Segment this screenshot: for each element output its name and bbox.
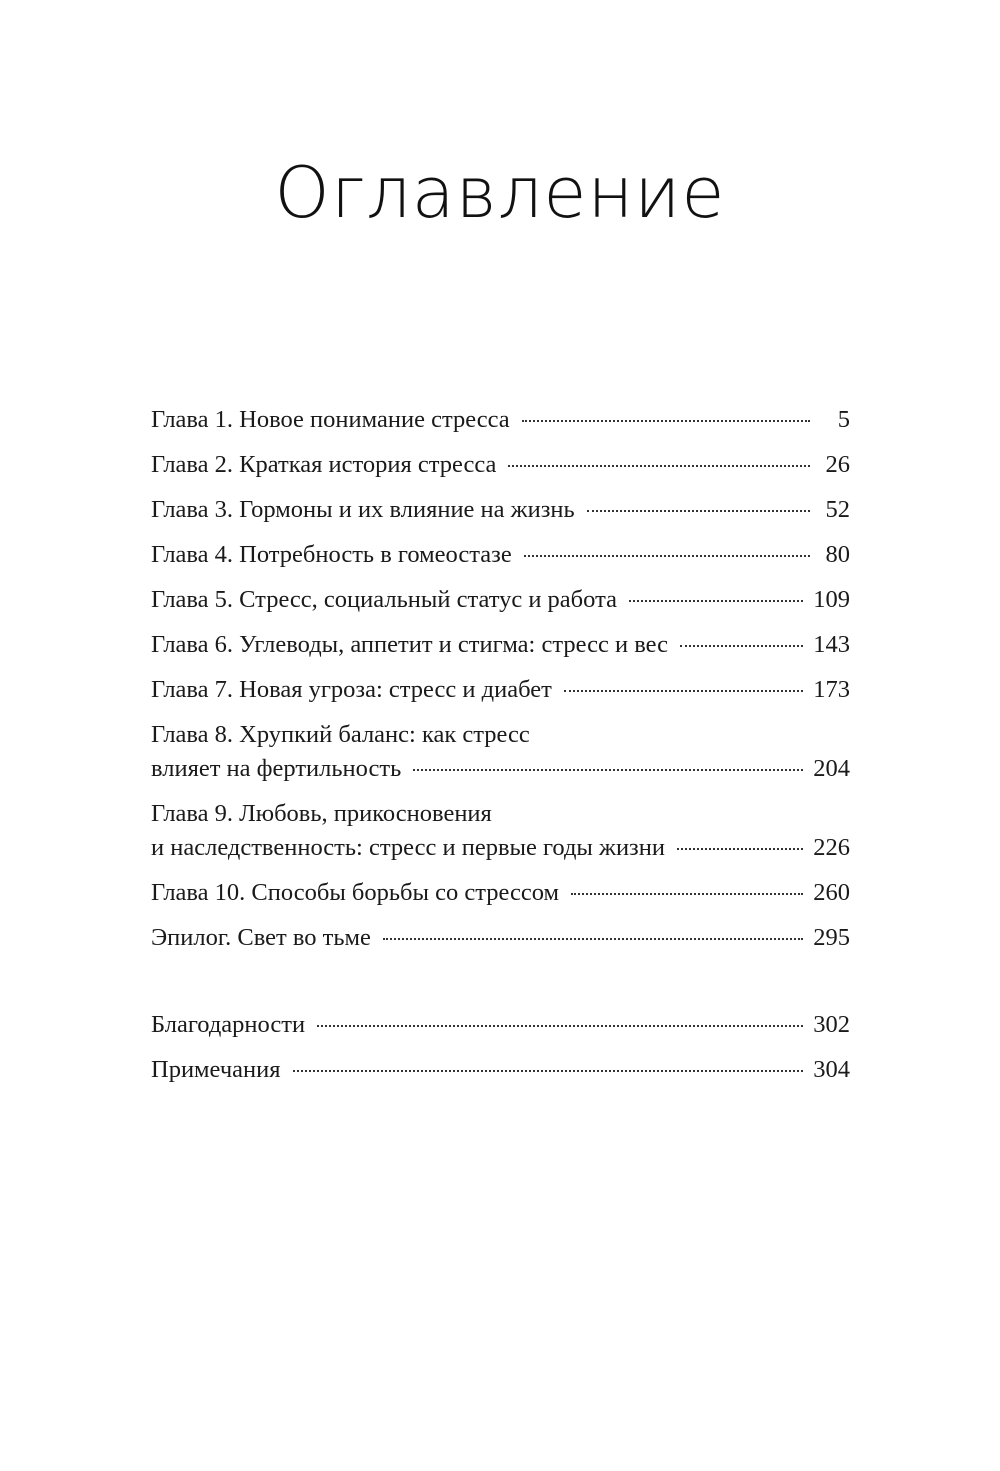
toc-entry-chapter-2[interactable] [151, 450, 850, 480]
toc-entry-notes[interactable] [151, 1055, 850, 1085]
toc-entry-title-line-2: влияет на фертильность [151, 755, 402, 782]
toc-entry-title: Благодарности [151, 1011, 306, 1038]
toc-page-number: 295 [813, 924, 850, 951]
dot-leader [293, 1070, 804, 1072]
toc-entry-title: Примечания [151, 1056, 281, 1083]
toc-entry-title: Глава 6. Углеводы, аппетит и стигма: стресс и вес [151, 631, 668, 658]
toc-entry-chapter-9[interactable] [151, 799, 850, 863]
dot-leader [317, 1025, 803, 1027]
toc-entry-chapter-6[interactable] [151, 630, 850, 660]
toc-page-number: 5 [837, 406, 850, 433]
dot-leader [587, 510, 810, 512]
toc-page-number: 226 [813, 834, 850, 861]
toc-entry-title: Глава 5. Стресс, социальный статус и работа [151, 586, 617, 613]
dot-leader [571, 893, 803, 895]
dot-leader [680, 645, 803, 647]
toc-entry-chapter-4[interactable] [151, 540, 850, 570]
toc-entry-title-line-2: и наследственность: стресс и первые годы жизни [151, 834, 665, 861]
dot-leader [413, 769, 803, 771]
toc-entry-chapter-5[interactable] [151, 585, 850, 615]
dot-leader [522, 420, 810, 422]
dot-leader [383, 938, 803, 940]
toc-chapters [151, 405, 850, 968]
toc-page-number: 304 [813, 1056, 850, 1083]
toc-entry-title: Глава 4. Потребность в гомеостазе [151, 541, 512, 568]
toc-entry-chapter-7[interactable] [151, 675, 850, 705]
toc-entry-epilogue[interactable] [151, 923, 850, 953]
toc-page-number: 302 [813, 1011, 850, 1038]
toc-entry-title: Глава 3. Гормоны и их влияние на жизнь [151, 496, 575, 523]
toc-entry-title-line-1: Глава 8. Хрупкий баланс: как стресс [151, 721, 530, 748]
toc-entry-title: Глава 7. Новая угроза: стресс и диабет [151, 676, 552, 703]
dot-leader [524, 555, 810, 557]
toc-page-number: 173 [813, 676, 850, 703]
dot-leader [564, 690, 803, 692]
toc-page-number: 204 [813, 755, 850, 782]
toc-entry-title: Глава 2. Краткая история стресса [151, 451, 497, 478]
toc-page-number: 260 [813, 879, 850, 906]
toc-entry-title: Глава 1. Новое понимание стресса [151, 406, 510, 433]
toc-page-number: 80 [825, 541, 850, 568]
toc-page-number: 52 [825, 496, 850, 523]
dot-leader [677, 848, 803, 850]
toc-entry-title-line-1: Глава 9. Любовь, прикосновения [151, 800, 492, 827]
toc-page-number: 143 [813, 631, 850, 658]
toc-entry-acknowledgements[interactable] [151, 1010, 850, 1040]
toc-back-matter [151, 1010, 850, 1100]
toc-page-number: 26 [825, 451, 850, 478]
toc-entry-chapter-10[interactable] [151, 878, 850, 908]
toc-entry-chapter-3[interactable] [151, 495, 850, 525]
dot-leader [629, 600, 803, 602]
dot-leader [508, 465, 810, 467]
toc-entry-chapter-8[interactable] [151, 720, 850, 784]
toc-entry-title: Эпилог. Свет во тьме [151, 924, 371, 951]
toc-entry-chapter-1[interactable] [151, 405, 850, 435]
toc-page-number: 109 [813, 586, 850, 613]
page-title: Оглавление [274, 152, 726, 234]
toc-entry-title: Глава 10. Способы борьбы со стрессом [151, 879, 559, 906]
